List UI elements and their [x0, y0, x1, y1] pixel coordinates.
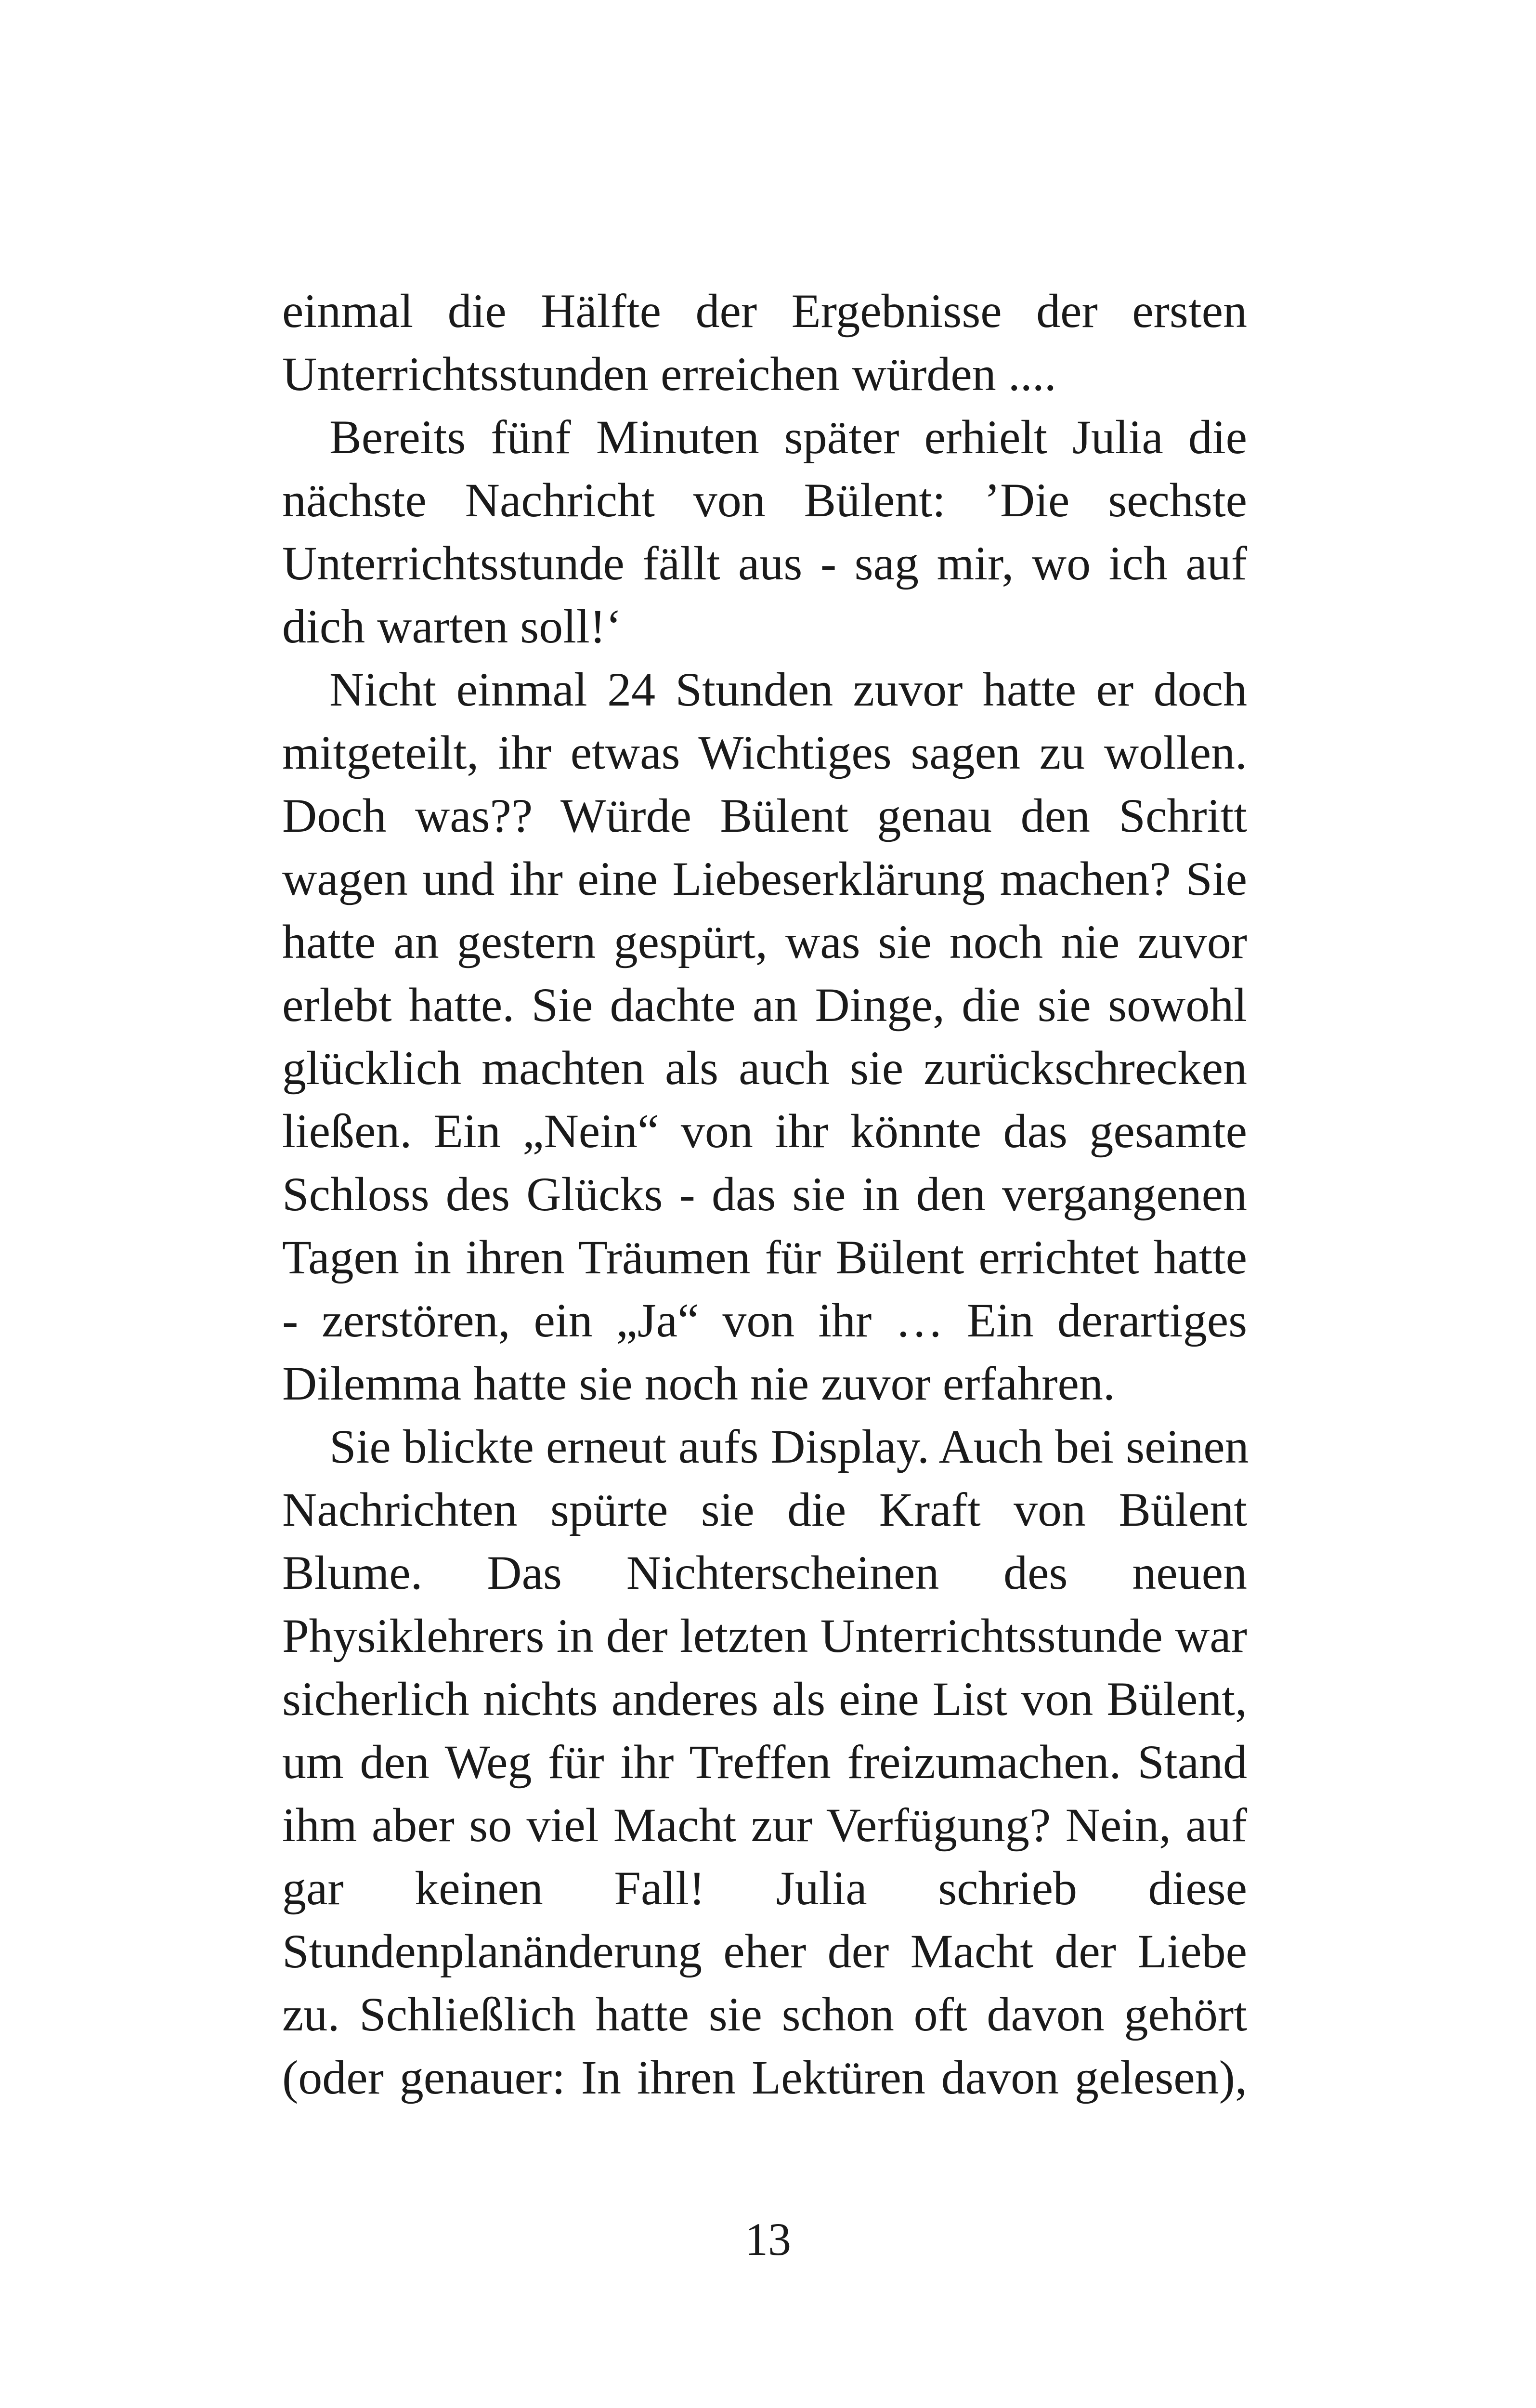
text-line: glücklich machten als auch sie zurückschrecken [282, 1041, 1247, 1095]
text-line: wagen und ihr eine Liebeserklärung machen? Sie [282, 852, 1247, 905]
text-line: Unterrichtsstunden erreichen würden .... [282, 347, 1056, 401]
text-line: ließen. Ein „Nein“ von ihr könnte das gesamte [282, 1104, 1247, 1158]
text-line: zu. Schließlich hatte sie schon oft davon gehört [282, 1988, 1247, 2041]
text-line: ihm aber so viel Macht zur Verfügung? Nein, auf [282, 1798, 1247, 1852]
text-line: Nicht einmal 24 Stunden zuvor hatte er doch [329, 663, 1247, 716]
text-line: Sie blickte erneut aufs Display. Auch bei seinen [329, 1420, 1249, 1473]
text-line: nächste Nachricht von Bülent: ’Die sechste [282, 473, 1247, 527]
text-line: (oder genauer: In ihren Lektüren davon gelesen), [282, 2051, 1247, 2104]
text-line: Doch was?? Würde Bülent genau den Schritt [282, 789, 1247, 842]
text-line: Unterrichtsstunde fällt aus - sag mir, wo ich auf [282, 537, 1247, 590]
text-line: mitgeteilt, ihr etwas Wichtiges sagen zu wollen. [282, 726, 1247, 779]
text-line: erlebt hatte. Sie dachte an Dinge, die sie sowohl [282, 978, 1247, 1032]
body-text [282, 279, 1247, 2109]
text-line: einmal die Hälfte der Ergebnisse der ersten [282, 284, 1247, 338]
text-line: gar keinen Fall! Julia schrieb diese [282, 1861, 1247, 1915]
text-line: hatte an gestern gespürt, was sie noch nie zuvor [282, 915, 1247, 968]
text-line: Bereits fünf Minuten später erhielt Julia die [329, 410, 1247, 464]
page-number: 13 [745, 2213, 791, 2265]
text-line: Dilemma hatte sie noch nie zuvor erfahren. [282, 1357, 1115, 1410]
text-line: - zerstören, ein „Ja“ von ihr … Ein derartiges [282, 1294, 1247, 1347]
text-line: Tagen in ihren Träumen für Bülent errichtet hatte [282, 1230, 1247, 1284]
text-line: dich warten soll!‘ [282, 600, 622, 653]
text-line: um den Weg für ihr Treffen freizumachen. Stand [282, 1735, 1247, 1789]
text-line: Physiklehrers in der letzten Unterrichtsstunde war [282, 1609, 1247, 1662]
text-line: Blume. Das Nichterscheinen des neuen [282, 1546, 1247, 1599]
text-line: Schloss des Glücks - das sie in den vergangenen [282, 1167, 1247, 1221]
text-line: Nachrichten spürte sie die Kraft von Bülent [282, 1483, 1247, 1536]
text-line: sicherlich nichts anderes als eine List von Bülent, [282, 1672, 1247, 1726]
text-line: Stundenplanänderung eher der Macht der Liebe [282, 1924, 1247, 1978]
